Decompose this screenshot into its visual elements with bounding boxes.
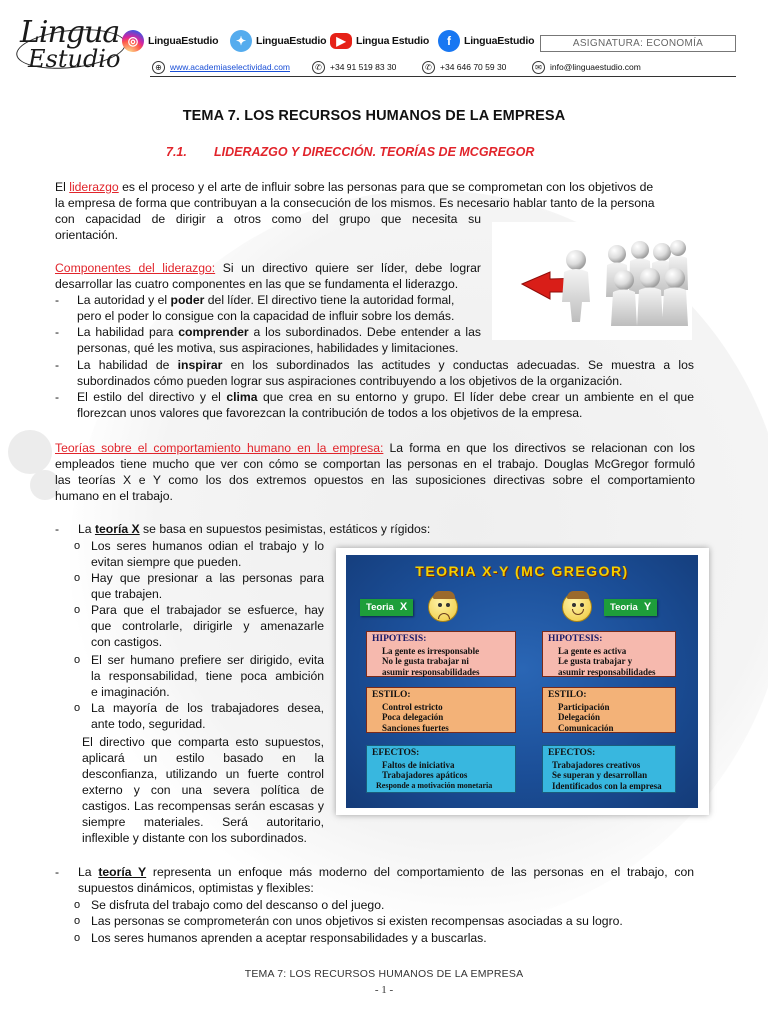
- leader-figure-icon: [562, 250, 590, 322]
- box-item: Trabajadores creativos: [552, 759, 641, 770]
- facebook-icon: f: [438, 30, 460, 52]
- page-footer-title: TEMA 7: LOS RECURSOS HUMANOS DE LA EMPRESA: [244, 968, 524, 980]
- list-item: - El estilo del directivo y el clima que crea en su entorno y grupo. El líder debe crear un ambiente en el que: [55, 390, 694, 404]
- lingua-estudio-logo: [20, 15, 121, 78]
- x-directivo-line: aplicará un estilo basado en la: [82, 751, 324, 765]
- text-run: a los subordinados. Debe entender a las: [248, 325, 481, 339]
- website-link[interactable]: www.academiaselectividad.com: [170, 62, 290, 72]
- box-heading: ESTILO:: [548, 690, 587, 700]
- slide-title: TEORIA X-Y (MC GREGOR): [415, 563, 629, 579]
- box-heading: ESTILO:: [372, 690, 411, 700]
- box-item: asumir responsabilidades: [382, 666, 480, 677]
- componentes-heading: Componentes del liderazgo:: [55, 261, 216, 275]
- logo-text-line1: Lingua: [20, 15, 120, 50]
- box-item: Sanciones fuertes: [382, 722, 449, 733]
- text-run: X: [399, 601, 408, 613]
- sub-list-item: o Hay que presionar a las personas para: [74, 571, 324, 585]
- box-heading: EFECTOS:: [372, 748, 420, 758]
- box-item: Poca delegación: [382, 712, 444, 722]
- phone-contact-1: [312, 60, 396, 74]
- text-run: teoría X: [94, 522, 140, 536]
- text-run: La forma en que los directivos se relacionan con los: [383, 441, 695, 455]
- list-item-cont: pero el poder lo consigue con la capacidad de influir sobre los demás.: [77, 309, 455, 323]
- box-item: Faltos de iniciativa: [382, 759, 455, 770]
- componentes-line-1: [55, 260, 481, 276]
- text-run: Teoria: [610, 602, 638, 613]
- text-run: en los subordinados las actitudes y conductas adecuadas. Se muestra a los: [222, 358, 694, 372]
- followers-group-icon: [606, 240, 688, 326]
- x-directivo-line: inflexible y distante con los subordinados.: [82, 831, 307, 845]
- text-run: del líder. El directivo tiene la autoridad formal,: [204, 293, 455, 307]
- theory-xy-slide: [336, 548, 709, 815]
- text-run: Los seres humanos aprenden a aceptar responsabilidades y a buscarlas.: [91, 931, 487, 945]
- twitter-icon: ✦: [230, 30, 252, 52]
- box-item: asumir responsabilidades: [558, 666, 656, 677]
- sub-list-item: o Para que el trabajador se esfuerce, hay: [74, 603, 324, 617]
- leadership-illustration: [492, 222, 692, 340]
- sub-list-item: o Se disfruta del trabajo como del descanso o del juego.: [74, 898, 385, 912]
- sub-list-item-cont: e imaginación.: [91, 685, 170, 699]
- sub-list-item: o Los seres humanos odian el trabajo y lo: [74, 539, 324, 553]
- tag-theory-y: [604, 599, 657, 616]
- phone-number-2: +34 646 70 59 30: [440, 62, 507, 72]
- x-effects-box: [366, 745, 516, 793]
- y-effects-box: [542, 745, 676, 793]
- website-contact[interactable]: [152, 60, 290, 74]
- phone-contact-2: [422, 60, 506, 74]
- text-run: La habilidad para: [77, 325, 179, 339]
- youtube-icon: ▶: [330, 33, 352, 49]
- text-run: Se disfruta del trabajo como del descanso o del juego.: [91, 898, 385, 912]
- text-run: La: [78, 522, 95, 536]
- header-divider: [150, 76, 736, 77]
- box-item: Control estricto: [382, 701, 443, 712]
- box-heading: HIPOTESIS:: [372, 634, 427, 644]
- sub-list-item-cont: con castigos.: [91, 635, 163, 649]
- x-style-box: [366, 687, 516, 733]
- page-number: - 1 -: [374, 984, 394, 996]
- x-directivo-line: siempre materiales. Será autoritario,: [82, 815, 324, 829]
- sub-list-item-cont: que controlarle, dirigirle y amenazarle: [91, 619, 324, 633]
- text-run: Para que el trabajador se esfuerce, hay: [91, 603, 324, 617]
- sub-list-item-cont: ante todo, seguridad.: [91, 717, 206, 731]
- box-item: Trabajadores apáticos: [382, 770, 468, 780]
- box-item: Le gusta trabajar y: [558, 656, 633, 666]
- mail-icon: ✉: [532, 61, 545, 74]
- sub-list-item-cont: la responsabilidad, tiene poca ambición: [91, 669, 324, 683]
- sub-list-item: o El ser humano prefiere ser dirigido, evita: [74, 653, 324, 667]
- twitter-label: LinguaEstudio: [256, 35, 327, 47]
- box-item: Se superan y desarrollan: [552, 770, 648, 780]
- intro-line-1: [55, 179, 695, 195]
- teorias-line-2: empleados tiene mucho que ver con cómo se comportan las personas en el trabajo. Douglas McGregor formuló: [55, 457, 695, 471]
- subject-box: ASIGNATURA: ECONOMÍA: [540, 35, 736, 52]
- text-run: clima: [226, 390, 258, 404]
- box-item: La gente es activa: [558, 645, 627, 656]
- box-item: Identificados con la empresa: [552, 780, 662, 791]
- email-contact[interactable]: [532, 60, 641, 74]
- teoria-x-item: - La teoría X se basa en supuestos pesimistas, estáticos y rígidos:: [55, 522, 431, 536]
- instagram-icon: ◎: [122, 30, 144, 52]
- teoria-y-item-cont: supuestos dinámicos, optimistas y flexibles:: [78, 881, 314, 895]
- youtube-link[interactable]: [330, 30, 429, 52]
- phone-icon: ✆: [312, 61, 325, 74]
- list-item-cont: personas, qué les motiva, sus aspiraciones, habilidades y limitaciones.: [77, 341, 459, 355]
- teoria-y-item: - La teoría Y representa un enfoque más moderno del comportamiento de las personas en el trabajo, con: [55, 865, 694, 879]
- instagram-label: LinguaEstudio: [148, 35, 219, 47]
- y-style-box: [542, 687, 676, 733]
- x-directivo-line: desconfianza, utilizando un fuerte control: [82, 767, 324, 781]
- text-run: Teoria: [366, 602, 394, 613]
- section-subtitle: [166, 145, 534, 159]
- term-liderazgo: liderazgo: [69, 180, 119, 194]
- text-run: La: [78, 865, 99, 879]
- slide-background: [346, 555, 698, 808]
- teorias-heading: Teorías sobre el comportamiento humano en la empresa:: [55, 441, 384, 455]
- text-run: teoría Y: [98, 865, 147, 879]
- list-item: - La autoridad y el poder del líder. El directivo tiene la autoridad formal,: [55, 293, 455, 307]
- x-directivo-line: externo y con una severa política de: [82, 783, 324, 797]
- box-item: Delegación: [558, 712, 600, 722]
- youtube-label: Lingua Estudio: [356, 35, 430, 47]
- sub-list-item: o Las personas se comprometerán con unos objetivos si existen recompensas asociadas a su logro.: [74, 914, 623, 928]
- text-run: El ser humano prefiere ser dirigido, evita: [91, 653, 324, 667]
- teorias-line-1: [55, 440, 695, 456]
- text-run: La mayoría de los trabajadores desea,: [91, 701, 324, 715]
- page-header: [0, 0, 768, 84]
- text-run: es el proceso y el arte de influir sobre las personas para que se comprometan con los objetivos de: [118, 180, 654, 194]
- intro-line-2: la empresa de forma que contribuyan a la consecución de los mismos. Es necesario hablar tanto de la persona: [55, 196, 655, 210]
- text-run: Y: [643, 601, 652, 613]
- box-item: Participación: [558, 701, 610, 712]
- section-number: 7.1.: [166, 145, 187, 159]
- text-run: poder: [170, 293, 205, 307]
- sub-list-item: o La mayoría de los trabajadores desea,: [74, 701, 324, 715]
- list-item: - La habilidad de inspirar en los subordinados las actitudes y conductas adecuadas. Se muestra a los: [55, 358, 694, 372]
- tag-theory-x: [360, 599, 413, 616]
- sub-list-item: o Los seres humanos aprenden a aceptar responsabilidades y a buscarlas.: [74, 931, 487, 945]
- teorias-line-3: las teorías X e Y como los dos extremos opuestos en las suposiciones directivas sobre el comportamiento: [55, 473, 695, 487]
- text-run: Hay que presionar a las personas para: [91, 571, 324, 585]
- globe-icon: ⊕: [152, 61, 165, 74]
- twitter-link[interactable]: [230, 30, 326, 52]
- text-run: inspirar: [177, 358, 223, 372]
- leadership-illustration-graphic: [492, 222, 692, 340]
- email-address[interactable]: info@linguaestudio.com: [550, 62, 641, 72]
- phone-number-1: +34 91 519 83 30: [330, 62, 397, 72]
- x-hypothesis-box: [366, 631, 516, 677]
- instagram-link[interactable]: [122, 30, 218, 52]
- box-item: Responde a motivación monetaria: [376, 780, 493, 790]
- text-run: El: [55, 180, 70, 194]
- x-directivo-line: castigos. Las recompensas serán escasas y: [82, 799, 324, 813]
- facebook-label: LinguaEstudio: [464, 35, 535, 47]
- happy-face-icon: [562, 592, 592, 622]
- text-run: Si un directivo quiere ser líder, debe lograr: [215, 261, 481, 275]
- facebook-link[interactable]: [438, 30, 534, 52]
- teorias-line-4: humano en el trabajo.: [55, 489, 173, 503]
- text-run: representa un enfoque más moderno del comportamiento de las personas en el trabajo, con: [146, 865, 694, 879]
- box-item: Comunicación: [558, 722, 614, 733]
- box-heading: HIPOTESIS:: [548, 634, 603, 644]
- text-run: El estilo del directivo y el: [77, 390, 227, 404]
- intro-line-4: orientación.: [55, 228, 119, 242]
- componentes-line-2: desarrollar las cuatro componentes en las que se fundamenta el liderazgo.: [55, 277, 459, 291]
- text-run: La autoridad y el: [77, 293, 171, 307]
- text-run: comprender: [178, 325, 249, 339]
- list-item: - La habilidad para comprender a los subordinados. Debe entender a las: [55, 325, 481, 339]
- sub-list-item-cont: evitan siempre que pueden.: [91, 555, 242, 569]
- text-run: La habilidad de: [77, 358, 178, 372]
- sad-face-icon: [428, 592, 458, 622]
- box-item: La gente es irresponsable: [382, 645, 480, 656]
- sub-list-item-cont: que trabajen.: [91, 587, 163, 601]
- list-item-cont: florezcan unos valores que favorezcan la contribución de todos a los objetivos de la empresa.: [77, 406, 583, 420]
- list-item-cont: subordinados cómo pueden lograr sus aspiraciones contribuyendo a los objetivos de la organización.: [77, 374, 623, 388]
- text-run: Las personas se comprometerán con unos objetivos si existen recompensas asociadas a su logro.: [91, 914, 623, 928]
- page-title: TEMA 7. LOS RECURSOS HUMANOS DE LA EMPRESA: [182, 108, 566, 124]
- x-directivo-line: El directivo que comparta esto supuestos,: [82, 735, 324, 749]
- box-item: No le gusta trabajar ni: [382, 656, 469, 666]
- whatsapp-icon: ✆: [422, 61, 435, 74]
- intro-line-3: con capacidad de dirigir a otros como del grupo que necesita su: [55, 212, 481, 226]
- y-hypothesis-box: [542, 631, 676, 677]
- text-run: Los seres humanos odian el trabajo y lo: [91, 539, 324, 553]
- text-run: se basa en supuestos pesimistas, estáticos y rígidos:: [139, 522, 431, 536]
- section-title-text: LIDERAZGO Y DIRECCIÓN. TEORÍAS DE MCGREGOR: [214, 145, 535, 159]
- logo-text-line2: Estudio: [28, 45, 121, 73]
- text-run: que crea en su entorno y grupo. El líder debe crear un ambiente en el que: [257, 390, 694, 404]
- box-heading: EFECTOS:: [548, 748, 596, 758]
